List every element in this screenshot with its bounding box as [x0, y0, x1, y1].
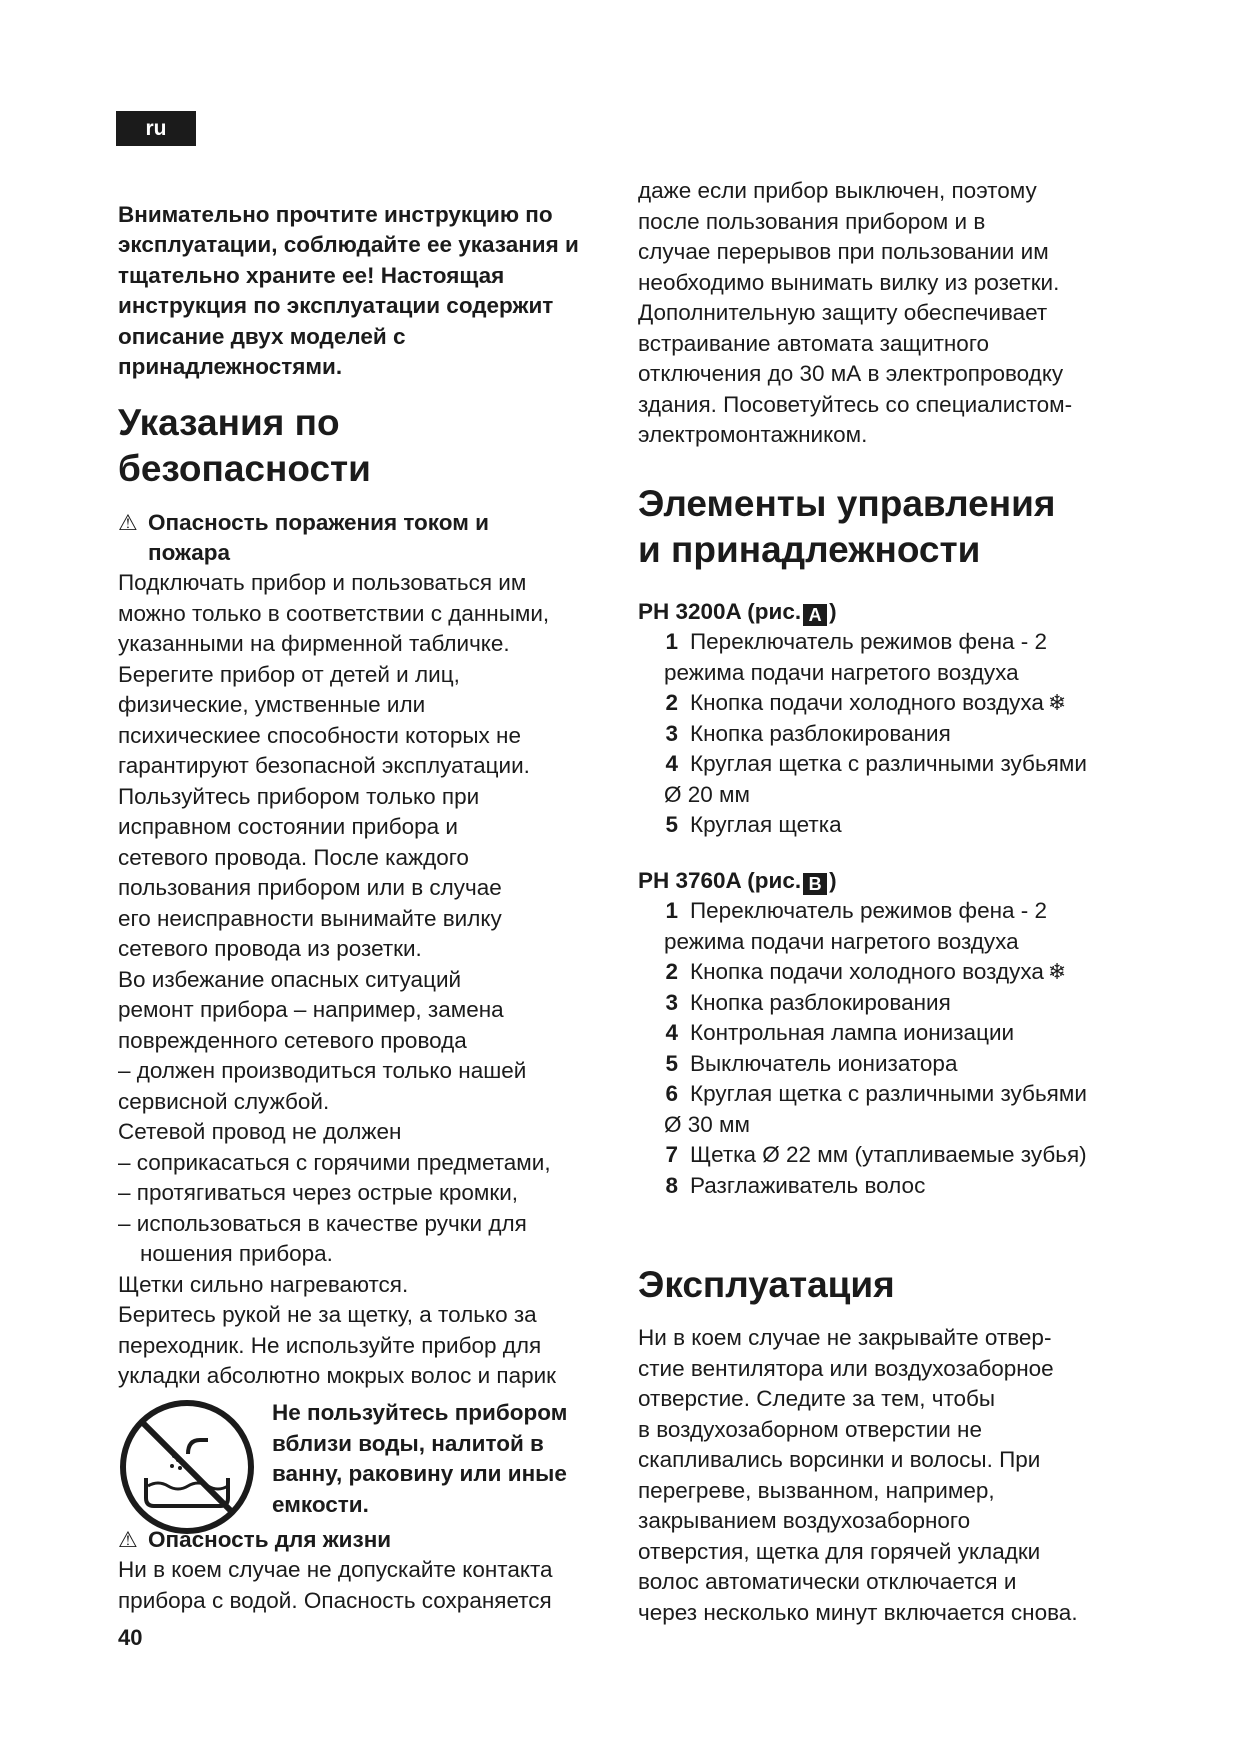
text-line: сетевого провода из розетки. — [118, 936, 422, 961]
snowflake-icon: ❄ — [1047, 959, 1067, 984]
list-item — [638, 749, 1138, 780]
life-section — [118, 1525, 608, 1616]
text-line: необходимо вынимать вилку из розетки. — [638, 269, 1060, 295]
life-warning-title: Опасность для жизни — [148, 1527, 392, 1552]
item-text: Круглая щетка с различными зубьями — [690, 751, 1087, 776]
text-line: перегреве, вызванном, например, — [638, 1477, 995, 1503]
text-line: – протягиваться через острые кромки, — [118, 1180, 519, 1205]
text-line: гарантируют безопасной эксплуатации. — [118, 753, 530, 778]
warning-triangle-icon: ⚠ — [118, 510, 138, 535]
item-text: Переключатель режимов фена - 2 — [690, 898, 1048, 923]
text-line: ремонт прибора – например, замена — [118, 997, 504, 1022]
item-number: 2 — [665, 690, 678, 715]
figure-a-label: A — [803, 604, 827, 626]
text-line: после пользования прибором и в — [638, 208, 986, 234]
model-b-title: PH 3760A (рис. B ) — [638, 868, 837, 894]
text-line: исправном состоянии прибора и — [118, 814, 458, 839]
text-line: пользования прибором или в случае — [118, 875, 502, 900]
text-line: через несколько минут включается снова. — [638, 1599, 1078, 1625]
operation-title: Эксплуатация — [638, 1264, 895, 1305]
text-line: скапливались ворсинки и волосы. При — [638, 1447, 1041, 1472]
no-water-icon — [118, 1398, 256, 1536]
list-item — [638, 1079, 1138, 1110]
shock-section — [118, 508, 608, 1392]
safety-title-line-2: безопасности — [118, 448, 371, 489]
text-line: укладки абсолютно мокрых волос и парик — [118, 1363, 557, 1388]
list-item — [638, 810, 1138, 841]
item-number: 5 — [665, 812, 678, 837]
text-line: Беритесь рукой не за щетку, а только за — [118, 1302, 537, 1327]
text-line: ношения прибора. — [140, 1241, 333, 1266]
item-text: Круглая щетка с различными зубьями — [690, 1081, 1087, 1106]
item-text: Щетка Ø 22 мм (утапливаемые зубья) — [690, 1142, 1087, 1167]
text-line: волос автоматически отключается и — [638, 1569, 1017, 1594]
shock-text — [118, 568, 608, 1392]
text-line: Дополнительную защиту обеспечивает — [638, 300, 1048, 325]
item-text: Кнопка разблокирования — [690, 720, 951, 746]
text-line: стие вентилятора или воздухозаборное — [638, 1355, 1054, 1381]
safety-title-line-1: Указания по — [118, 402, 340, 443]
text-line: поврежденного сетевого провода — [118, 1027, 467, 1053]
page-number: 40 — [118, 1625, 143, 1650]
life-text — [118, 1555, 608, 1616]
text-line: – соприкасаться с горячими предметами, — [118, 1149, 551, 1175]
snowflake-icon: ❄ — [1047, 690, 1067, 715]
continued-safety-text — [638, 176, 1138, 451]
item-number: 6 — [665, 1081, 678, 1106]
text-line: в воздухозаборном отверстии не — [638, 1416, 982, 1442]
item-number: 8 — [665, 1172, 678, 1198]
item-text-continued: режима подачи нагретого воздуха — [664, 928, 1019, 954]
item-number: 1 — [665, 898, 678, 923]
item-text: Кнопка подачи холодного воздуха — [690, 959, 1044, 984]
item-number: 7 — [665, 1142, 678, 1167]
figure-b-label: B — [803, 873, 827, 895]
item-number: 3 — [665, 989, 678, 1015]
controls-title-line-2: и принадлежности — [638, 529, 981, 570]
text-line: можно только в соответствии с данными, — [118, 600, 550, 626]
item-text: Переключатель режимов фена - 2 — [690, 629, 1048, 654]
item-text: Контрольная лампа ионизации — [690, 1020, 1015, 1045]
no-water-notice — [118, 1398, 606, 1536]
text-line: отключения до 30 мА в электропроводку — [638, 361, 1064, 386]
text-line: Ни в коем случае не допускайте контакта — [118, 1557, 553, 1582]
text-line: Пользуйтесь прибором только при — [118, 783, 480, 809]
model-a-section — [638, 597, 1138, 841]
item-text: Круглая щетка — [690, 812, 842, 837]
text-line: сервисной службой. — [118, 1088, 330, 1114]
model-b-items — [638, 896, 1138, 1201]
text-line: случае перерывов при пользовании им — [638, 239, 1049, 264]
shock-warning-line-2: пожара — [148, 540, 231, 565]
language-tab: ru — [116, 111, 196, 146]
text-line: – использоваться в качестве ручки для — [118, 1210, 527, 1236]
list-item — [638, 1049, 1138, 1080]
text-line: электромонтажником. — [638, 422, 868, 447]
text-line: Ни в коем случае не закрывайте отвер- — [638, 1325, 1052, 1350]
controls-heading — [638, 481, 1055, 573]
text-line: Берегите прибор от детей и лиц, — [118, 661, 460, 687]
text-line: прибора с водой. Опасность сохраняется — [118, 1587, 552, 1613]
text-line: отверстие. Следите за тем, чтобы — [638, 1386, 996, 1411]
item-number: 4 — [665, 1020, 678, 1045]
text-line: Во избежание опасных ситуаций — [118, 966, 462, 992]
list-item — [638, 1018, 1138, 1049]
text-line: закрыванием воздухозаборного — [638, 1508, 971, 1533]
text-line: его неисправности вынимайте вилку — [118, 905, 502, 931]
item-number: 4 — [665, 751, 678, 776]
safety-heading — [118, 400, 371, 492]
text-line: – должен производиться только нашей — [118, 1058, 527, 1083]
list-item — [638, 957, 1138, 988]
text-line: физические, умственные или — [118, 692, 426, 717]
list-item — [638, 896, 1138, 927]
item-number: 5 — [665, 1050, 678, 1076]
item-text-continued: режима подачи нагретого воздуха — [664, 659, 1019, 685]
model-a-items — [638, 627, 1138, 841]
list-item — [638, 988, 1138, 1019]
shock-warning-line-1: Опасность поражения током и — [148, 510, 489, 535]
text-line: указанными на фирменной табличке. — [118, 631, 510, 656]
text-line: переходник. Не используйте прибор для — [118, 1332, 542, 1358]
text-line: здания. Посоветуйтесь со специалистом- — [638, 391, 1073, 417]
item-text: Кнопка подачи холодного воздуха — [690, 690, 1044, 715]
text-line: Подключать прибор и пользоваться им — [118, 570, 527, 595]
list-item — [638, 1171, 1138, 1202]
text-line: даже если прибор выключен, поэтому — [638, 178, 1037, 203]
item-text: Разглаживатель волос — [690, 1172, 926, 1198]
list-item — [638, 688, 1138, 719]
text-line: встраивание автомата защитного — [638, 330, 990, 356]
item-text-continued: Ø 30 мм — [664, 1111, 750, 1137]
controls-title-line-1: Элементы управления — [638, 483, 1056, 524]
text-line: Щетки сильно нагреваются. — [118, 1271, 409, 1297]
item-text: Кнопка разблокирования — [690, 989, 951, 1015]
model-a-title: PH 3200A (рис. A ) — [638, 599, 837, 625]
list-item — [638, 719, 1138, 750]
operation-heading — [638, 1262, 895, 1308]
item-text: Выключатель ионизатора — [690, 1050, 958, 1076]
intro-paragraph: Внимательно прочтите инструкцию по эксплуатации, соблюдайте ее указания и тщательно храните ее! Настоящая инструкция по эксплуатации содержит описание двух моделей с принадлежностями. — [118, 201, 579, 379]
item-number: 2 — [665, 959, 678, 984]
model-b-section — [638, 866, 1138, 1201]
operation-text — [638, 1323, 1138, 1628]
text-line: Сетевой провод не должен — [118, 1119, 402, 1144]
warning-triangle-icon: ⚠ — [118, 1527, 138, 1552]
item-number: 1 — [665, 629, 678, 654]
list-item — [638, 1140, 1138, 1171]
no-water-warning: Не пользуйтесь прибором вблизи воды, налитой в ванну, раковину или иные емкости. — [272, 1400, 568, 1517]
life-warning — [118, 1525, 608, 1555]
item-number: 3 — [665, 720, 678, 746]
shock-warning — [118, 508, 608, 568]
item-text-continued: Ø 20 мм — [664, 781, 750, 807]
text-line: сетевого провода. После каждого — [118, 844, 469, 870]
text-line: психическиее способности которых не — [118, 722, 521, 748]
list-item — [638, 627, 1138, 658]
text-line: отверстия, щетка для горячей укладки — [638, 1538, 1041, 1564]
